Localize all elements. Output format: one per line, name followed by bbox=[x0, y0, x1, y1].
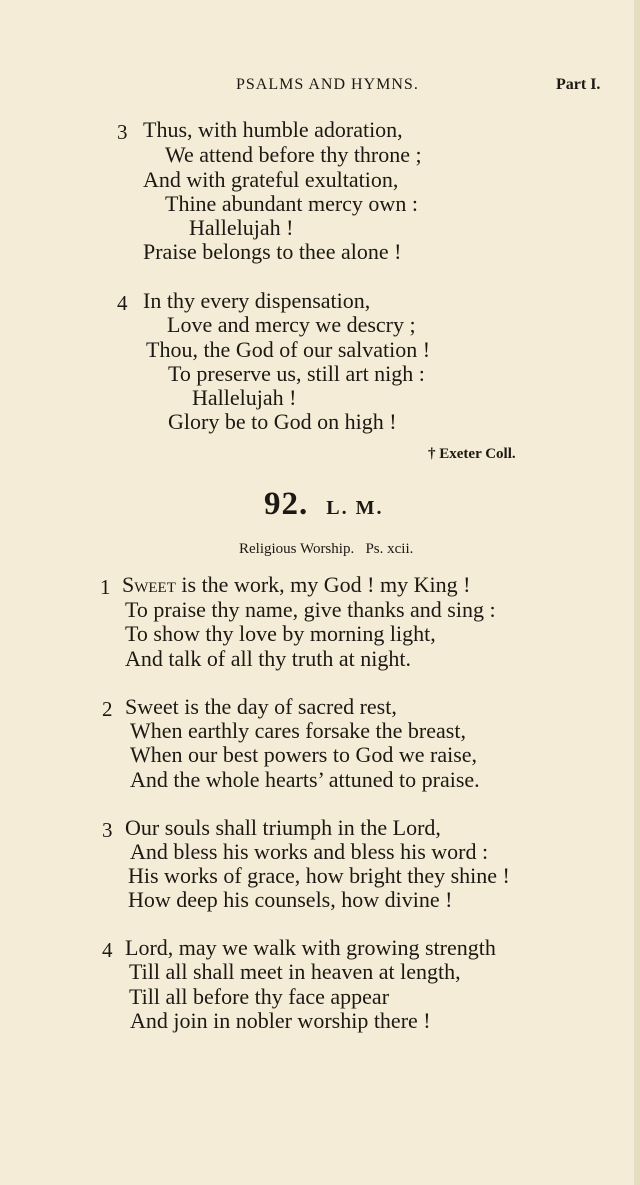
running-head-part: Part I. bbox=[556, 76, 601, 93]
verse-line: And the whole hearts’ attuned to praise. bbox=[130, 767, 480, 792]
verse-number: 4 bbox=[117, 291, 128, 315]
verse-line: Lord, may we walk with growing strength bbox=[125, 935, 496, 960]
verse-line: When our best powers to God we raise, bbox=[130, 742, 478, 767]
verse-line: Till all before thy face appear bbox=[129, 984, 390, 1009]
verse-line: To praise thy name, give thanks and sing : bbox=[125, 597, 496, 622]
verse-line: And join in nobler worship there ! bbox=[130, 1008, 431, 1033]
running-head bbox=[0, 76, 640, 102]
verse-line: His works of grace, how bright they shine ! bbox=[128, 863, 510, 888]
verse-line: In thy every dispensation, bbox=[143, 288, 371, 313]
verse-first-line-rest: is the work, my God ! my King ! bbox=[175, 572, 471, 597]
verse-line: Thou, the God of our salvation ! bbox=[146, 337, 431, 362]
attribution: † Exeter Coll. bbox=[428, 446, 516, 462]
verse-line: Till all shall meet in heaven at length, bbox=[129, 959, 461, 984]
verse-line: To show thy love by morning light, bbox=[125, 621, 436, 646]
verse-number: 3 bbox=[102, 818, 113, 842]
verse-line: To preserve us, still art nigh : bbox=[168, 361, 425, 386]
verse-line: How deep his counsels, how divine ! bbox=[128, 887, 453, 912]
hymn-subtitle: Religious Worship. Ps. xcii. bbox=[239, 541, 414, 557]
verse-line: And talk of all thy truth at night. bbox=[125, 646, 411, 671]
verse-line: Hallelujah ! bbox=[192, 385, 297, 410]
verse-number: 4 bbox=[102, 938, 113, 962]
verse-first-line bbox=[122, 573, 470, 597]
verse-line: Sweet is the day of sacred rest, bbox=[125, 694, 397, 719]
page-edge bbox=[634, 0, 640, 1185]
verse-line: Our souls shall triumph in the Lord, bbox=[125, 815, 441, 840]
verse-line: And bless his works and bless his word : bbox=[130, 839, 489, 864]
verse-number: 1 bbox=[100, 575, 111, 599]
verse-number: 3 bbox=[117, 120, 128, 144]
hymn-heading bbox=[264, 486, 383, 526]
verse-line: Love and mercy we descry ; bbox=[167, 312, 416, 337]
verse-line: We attend before thy throne ; bbox=[165, 142, 422, 167]
hymn-number: 92. bbox=[264, 486, 309, 522]
verse-first-word: Sweet bbox=[122, 572, 176, 597]
verse-line: Praise belongs to thee alone ! bbox=[143, 239, 402, 264]
running-head-title: PSALMS AND HYMNS. bbox=[236, 76, 419, 93]
verse-line: And with grateful exultation, bbox=[143, 167, 399, 192]
verse-line: Thus, with humble adoration, bbox=[143, 117, 403, 142]
hymn-meter: L. M. bbox=[326, 497, 384, 519]
verse-line: Thine abundant mercy own : bbox=[165, 191, 418, 216]
verse-number: 2 bbox=[102, 697, 113, 721]
verse-line: Hallelujah ! bbox=[189, 215, 294, 240]
verse-line: When earthly cares forsake the breast, bbox=[130, 718, 466, 743]
verse-line: Glory be to God on high ! bbox=[168, 409, 397, 434]
